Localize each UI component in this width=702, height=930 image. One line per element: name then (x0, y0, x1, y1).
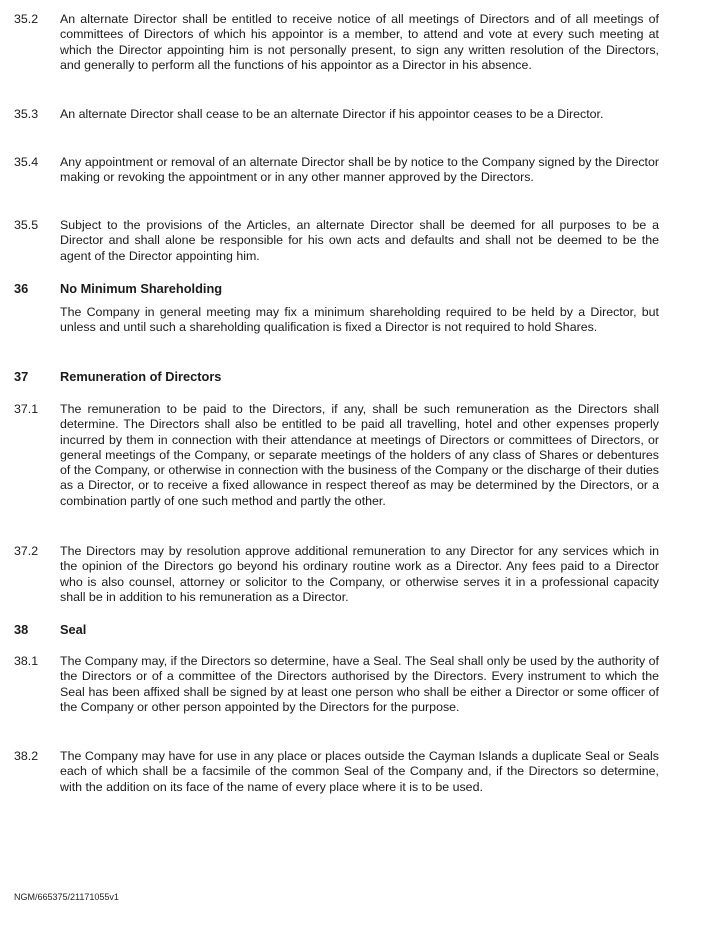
clause-38-1 (14, 654, 659, 715)
section-number: 36 (14, 281, 29, 296)
clause-number: 35.4 (14, 155, 39, 169)
section-title: Remuneration of Directors (60, 369, 222, 384)
clause-37-2 (14, 544, 659, 605)
section-title: Seal (60, 622, 87, 637)
document-reference-footer: NGM/665375/21171055v1 (14, 892, 119, 902)
section-title: No Minimum Shareholding (60, 281, 223, 296)
clause-number: 35.2 (14, 12, 39, 26)
clause-text: An alternate Director shall cease to be an alternate Director if his appointor ceases to be a Director. (60, 107, 604, 121)
clause-38-2 (14, 749, 659, 795)
clause-text: The remuneration to be paid to the Directors, if any, shall be such remuneration as the Directors shall determine. The Directors shall also be entitled to be paid all travelling, hotel and other expenses properly incurred by them in connection with their attendance at meetings of Directors or committees of Directors, or general meetings of the Company, or separate meetings of the holders of any class of Shares or debentures of the Company, or otherwise in connection with the business of the Company or the discharge of their duties as a Director, or to receive a fixed allowance in respect thereof as may be determined by the Directors, or a combination partly of one such method and partly the other. (60, 402, 659, 508)
section-heading-37 (14, 369, 221, 385)
clause-text: Subject to the provisions of the Articles, an alternate Director shall be deemed for all purposes to be a Director and shall alone be responsible for his own acts and defaults and shall not be deemed to be the agent of the Director appointing him. (60, 218, 659, 263)
clause-number: 37.1 (14, 402, 39, 416)
clause-text: The Company may have for use in any place or places outside the Cayman Islands a duplicate Seal or Seals each of which shall be a facsimile of the common Seal of the Company and, if the Directors so determine, with the addition on its face of the name of every place where it is to be used. (60, 749, 659, 794)
section-number: 37 (14, 369, 29, 384)
section-text: The Company in general meeting may fix a minimum shareholding required to be held by a Director, but unless and until such a shareholding qualification is fixed a Director is not required to hold Shares. (60, 305, 659, 335)
clause-text: The Company may, if the Directors so determine, have a Seal. The Seal shall only be used by the authority of the Directors or of a committee of the Directors authorised by the Directors. Every instrument to which the Seal has been affixed shall be signed by at least one person who shall be either a Director or some officer of the Company or other person appointed by the Directors for the purpose. (60, 654, 659, 714)
clause-text: The Directors may by resolution approve additional remuneration to any Director for any services which in the opinion of the Directors go beyond his ordinary routine work as a Director. Any fees paid to a Director who is also counsel, attorney or solicitor to the Company, or otherwise serves it in a professional capacity shall be in addition to his remuneration as a Director. (60, 544, 659, 604)
clause-37-1 (14, 402, 659, 509)
clause-35-2 (14, 12, 659, 73)
clause-number: 35.5 (14, 218, 39, 232)
clause-text: An alternate Director shall be entitled to receive notice of all meetings of Directors and of all meetings of committees of Directors of which his appointor is a member, to attend and vote at every such meeting at which the Director appointing him is not personally present, to sign any written resolution of the Directors, and generally to perform all the functions of his appointor as a Director in his absence. (60, 12, 659, 72)
section-36-body (14, 305, 659, 336)
clause-number: 38.1 (14, 654, 39, 668)
clause-35-3 (14, 107, 659, 122)
section-heading-38 (14, 622, 86, 638)
clause-number: 37.2 (14, 544, 39, 558)
section-heading-36 (14, 281, 222, 297)
clause-35-4 (14, 155, 659, 186)
clause-35-5 (14, 218, 659, 264)
clause-number: 38.2 (14, 749, 39, 763)
section-number: 38 (14, 622, 29, 637)
clause-text: Any appointment or removal of an alternate Director shall be by notice to the Company signed by the Director making or revoking the appointment or in any other manner approved by the Directors. (60, 155, 659, 185)
clause-number: 35.3 (14, 107, 39, 121)
